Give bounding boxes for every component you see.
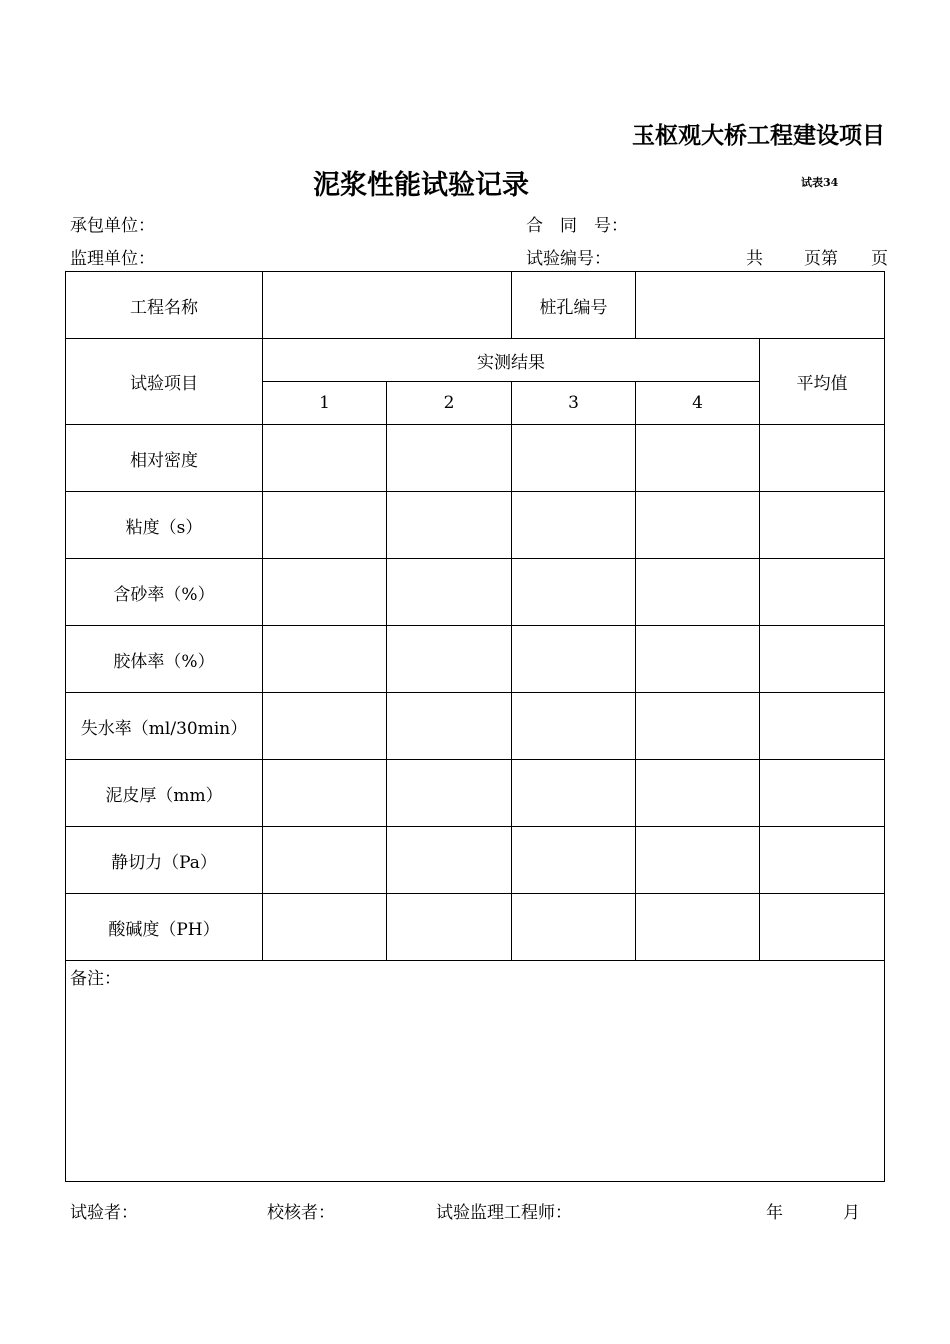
pile-no-value[interactable] [636, 272, 884, 338]
column-header-3: 3 [568, 393, 579, 413]
table-vline [635, 381, 636, 961]
supervisor-label: 监理单位： [70, 249, 155, 269]
project-name: 玉枢观大桥工程建设项目 [632, 122, 885, 149]
table-vline [759, 338, 760, 961]
column-header-4: 4 [692, 393, 703, 413]
project-name-label: 工程名称 [130, 297, 198, 318]
contractor-label: 承包单位： [70, 216, 155, 236]
table-vline [511, 381, 512, 961]
row-label-water-loss: 失水率（ml/30min） [80, 718, 248, 739]
month-label: 月 [843, 1203, 860, 1223]
row-label-viscosity: 粘度（s） [125, 517, 203, 538]
page-end-label: 页 [871, 249, 888, 269]
test-item-label: 试验项目 [130, 374, 198, 394]
supervising-engineer-label: 试验监理工程师： [436, 1203, 572, 1223]
pile-no-label: 桩孔编号 [539, 297, 608, 318]
column-header-2: 2 [443, 393, 455, 413]
row-label-relative-density: 相对密度 [130, 450, 198, 471]
column-header-1: 1 [319, 393, 330, 413]
remarks-area[interactable] [66, 990, 884, 1180]
row-label-sand-content: 含砂率（%） [113, 584, 215, 605]
average-label: 平均值 [796, 374, 848, 394]
row-label-ph: 酸碱度（PH） [108, 919, 220, 940]
row-label-colloid-rate: 胶体率（%） [113, 651, 215, 672]
year-label: 年 [766, 1203, 783, 1223]
table-vline [386, 381, 387, 961]
page-mid-label: 页第 [804, 249, 838, 269]
project-name-value[interactable] [263, 272, 511, 338]
row-label-mud-cake: 泥皮厚（mm） [105, 785, 223, 806]
tester-label: 试验者： [70, 1203, 138, 1223]
checker-label: 校核者： [267, 1203, 335, 1223]
page-total-label: 共 [746, 249, 763, 269]
table-hline [65, 960, 885, 961]
measured-results-label: 实测结果 [477, 352, 545, 373]
table-border-right [884, 271, 885, 1182]
row-label-static-shear: 静切力（Pa） [111, 852, 217, 873]
test-no-label: 试验编号： [526, 249, 611, 269]
page-title: 泥浆性能试验记录 [313, 170, 529, 201]
table-border-bottom [65, 1181, 885, 1182]
contract-no-label: 合 同 号： [526, 216, 628, 236]
form-number: 试表34 [801, 176, 839, 189]
remarks-label: 备注： [70, 969, 121, 989]
